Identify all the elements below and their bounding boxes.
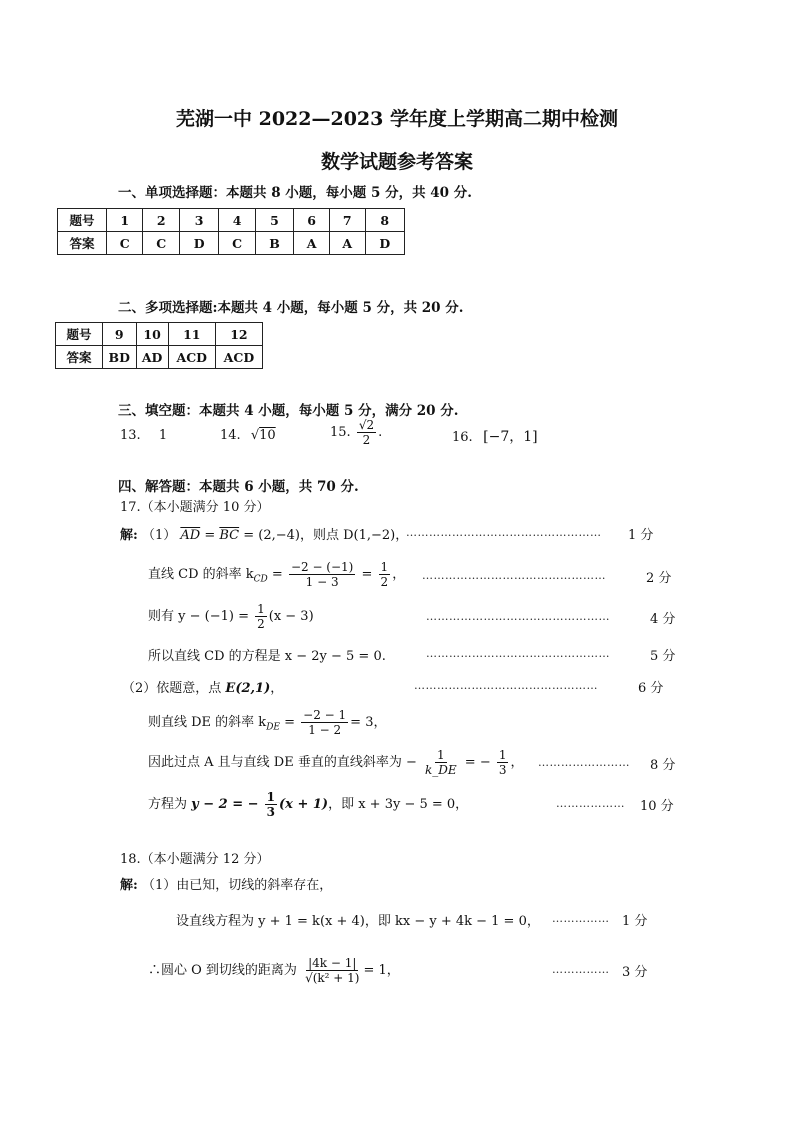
score-leader: ………………………………………… — [414, 679, 598, 692]
table-cell: 10 — [136, 323, 168, 346]
line-text: （1）由已知，切线的斜率存在， — [141, 878, 333, 893]
table-cell: A — [329, 232, 365, 255]
table-cell: D — [365, 232, 404, 255]
problem17-line2: 直线 CD 的斜率 $k_{CD}$ = $\frac{-2 - (-1)}{1 - 3}$ = $\frac{1}{2}$ ， — [148, 560, 406, 589]
score-label: 1 分 — [628, 528, 654, 543]
table-cell: ACD — [215, 346, 262, 369]
table-cell: BD — [103, 346, 137, 369]
line-text: y − 2 = − — [191, 797, 259, 812]
table-cell: 7 — [329, 209, 365, 232]
solution-label: 解: — [120, 528, 138, 543]
subscript: CD — [253, 574, 268, 585]
score-label: 1 分 — [622, 914, 648, 929]
question-number: 14. — [220, 428, 241, 443]
page-subtitle: 数学试题参考答案 — [320, 151, 473, 173]
line-text: = 1， — [363, 963, 400, 978]
score-leader: …………………… — [538, 756, 630, 769]
table-cell: 8 — [365, 209, 404, 232]
score-label: 6 分 — [638, 681, 664, 696]
score-leader: ………………………………………… — [426, 647, 610, 660]
problem17-line3 — [148, 602, 314, 631]
table-cell: A — [294, 232, 330, 255]
vector-ad: $\overline{AD}$ — [180, 528, 201, 543]
table-row — [56, 323, 263, 346]
problem17-line5 — [122, 677, 283, 696]
fraction-numerator: 1 — [266, 790, 276, 804]
table-cell: 5 — [255, 209, 294, 232]
score-label: 10 分 — [640, 799, 674, 814]
score-label: 8 分 — [650, 758, 676, 773]
line-text: 因此过点 A 且与直线 DE 垂直的直线斜率为 − — [148, 755, 417, 770]
section2-answer-table — [55, 322, 263, 369]
fill-answer-16 — [452, 426, 538, 446]
fraction-numerator: −2 − 1 — [303, 708, 347, 722]
fraction-numerator: √2 — [358, 418, 375, 432]
fraction-denominator: 2 — [380, 575, 389, 589]
table-row — [58, 232, 405, 255]
fill-answer-13 — [120, 428, 167, 443]
line-text: 直线 CD 的斜率 k — [148, 567, 254, 582]
fraction-denominator: 3 — [266, 805, 276, 819]
section1-answer-table — [57, 208, 405, 255]
question-number: 16. — [452, 430, 473, 445]
line-text: （2）依题意，点 — [122, 681, 226, 696]
fraction-denominator: 2 — [362, 433, 371, 447]
section3-heading: 三、填空题：本题共 4 小题，每小题 5 分，满分 20 分. — [118, 403, 459, 419]
fill-answer-14 — [220, 428, 276, 443]
section2-heading: 二、多项选择题:本题共 4 小题，每小题 5 分，共 20 分. — [118, 300, 464, 316]
problem17-line4: 所以直线 CD 的方程是 x − 2y − 5 = 0. — [148, 649, 386, 664]
fraction-denominator: √(k² + 1) — [305, 971, 360, 985]
table-cell: 3 — [179, 209, 218, 232]
section1-heading: 一、单项选择题：本题共 8 小题，每小题 5 分，共 40 分. — [118, 185, 472, 201]
score-label: 3 分 — [622, 965, 648, 980]
answer-value: [−7，1] — [483, 429, 538, 445]
problem18-line1 — [120, 874, 332, 893]
table-cell: B — [255, 232, 294, 255]
table-cell: 12 — [215, 323, 262, 346]
table-cell: 2 — [143, 209, 179, 232]
problem17-line7: 因此过点 A 且与直线 DE 垂直的直线斜率为 − $\frac{1}{k\_DE}$ = − $\frac{1}{3}$ ， — [148, 748, 524, 777]
table-header-cell: 题号 — [58, 209, 107, 232]
point-e: E(2,1) — [225, 681, 271, 696]
line-text: ，即 x + 3y − 5 = 0， — [328, 797, 469, 812]
table-header-cell: 答案 — [58, 232, 107, 255]
part-label: （1） — [141, 528, 177, 543]
score-leader: ………………………………………… — [426, 610, 610, 623]
line-text: 则有 y − (−1) = — [148, 609, 249, 624]
table-header-cell: 答案 — [56, 346, 103, 369]
fraction-numerator: 1 — [257, 602, 265, 616]
fraction-denominator: 1 − 3 — [305, 575, 339, 589]
question-number: 15. — [330, 425, 351, 440]
fraction-numerator: 1 — [498, 748, 507, 762]
line-text: ∴圆心 O 到切线的距离为 — [148, 963, 297, 978]
table-cell: C — [107, 232, 143, 255]
line-text: = 3， — [350, 715, 387, 730]
problem18-line2: 设直线方程为 y + 1 = k(x + 4)，即 kx − y + 4k − 1 = 0， — [176, 914, 540, 929]
table-cell: C — [143, 232, 179, 255]
problem18-line3 — [148, 956, 400, 985]
problem17-line1: 解: （1） $\overline{AD} = \overline{BC} = (2,-4)$，则点 D(1,−2)， — [120, 528, 409, 543]
table-row — [58, 209, 405, 232]
fraction-denominator: 1 − 2 — [308, 723, 342, 737]
score-leader: …………… — [552, 963, 610, 976]
line-text: (x − 3) — [268, 609, 314, 624]
score-label: 4 分 — [650, 612, 676, 627]
score-label: 5 分 — [650, 649, 676, 664]
table-cell: 4 — [219, 209, 255, 232]
sqrt-icon: √ — [250, 428, 260, 443]
page-title: 芜湖一中 2022—2023 学年度上学期高二期中检测 — [176, 108, 618, 130]
line-text: 则直线 DE 的斜率 k — [148, 715, 267, 730]
fraction-numerator: 1 — [380, 560, 389, 574]
fraction-denominator: 2 — [257, 617, 265, 631]
problem18-title: 18.（本小题满分 12 分） — [120, 852, 270, 867]
line-text: ， — [270, 681, 284, 696]
table-header-cell: 题号 — [56, 323, 103, 346]
answer-value: 1 — [158, 428, 168, 443]
table-cell: 1 — [107, 209, 143, 232]
table-cell: 6 — [294, 209, 330, 232]
score-leader: …………………………………………… — [406, 526, 602, 539]
problem17-title: 17.（本小题满分 10 分） — [120, 500, 270, 515]
answer-value: 10 — [259, 428, 276, 443]
line-text: = (2,−4)，则点 D(1,−2)， — [239, 528, 409, 543]
question-number: 13. — [120, 428, 141, 443]
score-label: 2 分 — [646, 571, 672, 586]
table-cell: 9 — [103, 323, 137, 346]
fraction-numerator: |4k − 1| — [308, 956, 357, 970]
score-leader: ………………………………………… — [422, 569, 606, 582]
fraction-denominator: k_DE — [425, 763, 457, 777]
table-cell: D — [179, 232, 218, 255]
solution-label: 解: — [120, 878, 138, 893]
problem17-line6: 则直线 DE 的斜率 $k_{DE}$ = $\frac{-2 - 1}{1 - 2}$ = 3， — [148, 708, 387, 737]
score-leader: ……………… — [556, 797, 625, 810]
table-cell: 11 — [168, 323, 215, 346]
table-row — [56, 346, 263, 369]
problem17-line8 — [148, 790, 468, 819]
fraction-numerator: 1 — [437, 748, 445, 762]
fraction-denominator: 3 — [498, 763, 507, 777]
table-cell: C — [219, 232, 255, 255]
line-text: 方程为 — [148, 797, 192, 812]
subscript: DE — [266, 722, 280, 733]
table-cell: ACD — [168, 346, 215, 369]
score-leader: …………… — [552, 912, 610, 925]
fraction-numerator: −2 − (−1) — [290, 560, 354, 574]
fill-answer-15: 15. $\frac{√2}{2}$ . — [330, 418, 383, 447]
vector-bc: $\overline{BC}$ — [219, 528, 240, 543]
line-text: (x + 1) — [279, 797, 329, 812]
section4-heading: 四、解答题：本题共 6 小题，共 70 分. — [118, 479, 359, 495]
table-cell: AD — [136, 346, 168, 369]
